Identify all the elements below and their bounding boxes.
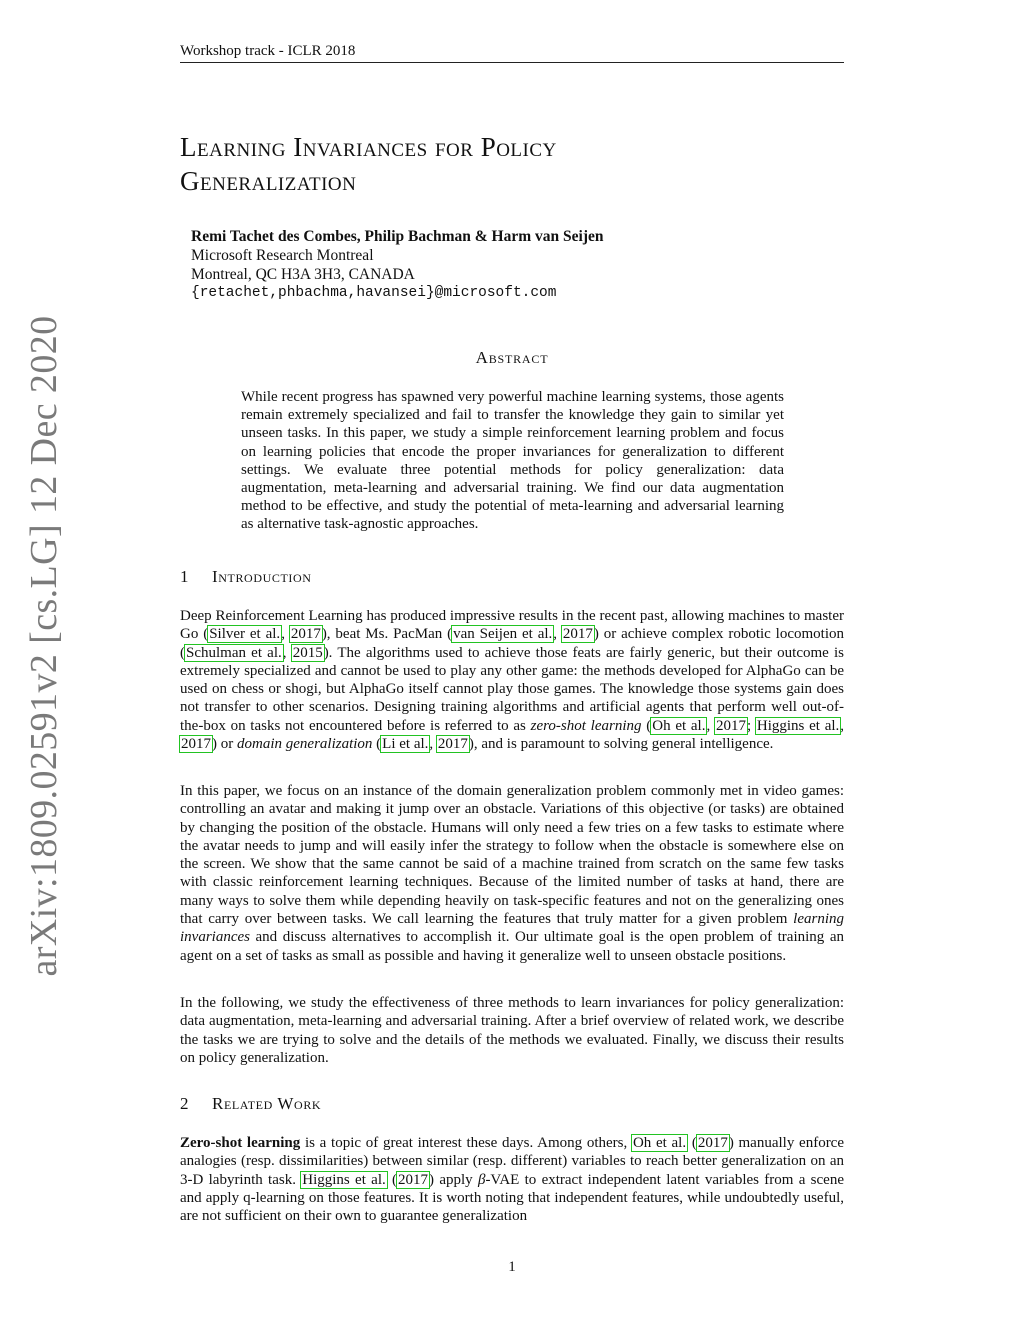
text-run: , (429, 736, 437, 753)
citation-link[interactable]: Oh et al. (652, 717, 706, 734)
paragraph-lead: Zero-shot learning (180, 1135, 301, 1151)
text-run: ; (746, 717, 756, 734)
text-run: ) apply (429, 1171, 478, 1188)
text-run: , (281, 626, 290, 643)
citation-link[interactable]: 2017 (562, 626, 593, 643)
citation-link[interactable]: 2017 (398, 1171, 429, 1188)
arxiv-stamp-container (17, 315, 71, 977)
text-run: ) or achieve complex robotic locomotion ( (180, 626, 845, 661)
text-run: ) or (212, 736, 237, 753)
section-heading-related-work (180, 1094, 321, 1114)
citation-link[interactable]: 2017 (697, 1135, 728, 1151)
text-run: , (282, 644, 292, 661)
author-block (191, 227, 603, 303)
citation-link[interactable]: 2017 (437, 736, 468, 753)
citation-link[interactable]: 2017 (715, 717, 746, 734)
text-run: ), and is paramount to solving general intelligence. (468, 736, 774, 753)
text-run: ( (372, 736, 382, 753)
text-run: ) manually enforce analogies (resp. dissimilarities) between similar (resp. different) variables to reach better generalization on an 3-D labyrinth task. (180, 1135, 844, 1188)
text-run: , (706, 717, 715, 734)
emphasis-term: zero-shot learning (530, 717, 642, 734)
related-paragraph-1 (180, 1134, 844, 1225)
text-run: and discuss alternatives to accomplish it. Our ultimate goal is the open problem of training an agent on a set of tasks as small as possible and having it generalize well to unseen obstacle positions. (180, 929, 844, 964)
text-run: , (553, 626, 562, 643)
page-number: 1 (508, 1259, 516, 1275)
text-run: ), beat Ms. PacMan ( (321, 626, 453, 643)
arxiv-stamp: arXiv:1809.02591v2 [cs.LG] 12 Dec 2020 (23, 315, 65, 977)
citation-link[interactable]: 2015 (292, 644, 323, 661)
intro-paragraph-1 (180, 607, 844, 753)
author-affiliation: Microsoft Research Montreal (191, 247, 374, 264)
text-run: is a topic of great interest these days. Among others, (300, 1135, 632, 1151)
citation-link[interactable]: Silver et al. (209, 626, 281, 643)
text-run: , (840, 717, 845, 734)
text-run: ( (386, 1171, 398, 1188)
title-line-1: Learning Invariances for Policy (180, 132, 557, 162)
section-heading-introduction (180, 567, 312, 587)
emphasis-term: learning invariances (180, 911, 844, 946)
text-run: ( (641, 717, 652, 734)
citation-link[interactable]: Oh et al. (632, 1135, 687, 1151)
text-run: ( (687, 1135, 697, 1151)
text-run: Deep Reinforcement Learning has produced impressive results in the recent past, allowing machines to master Go ( (180, 608, 844, 643)
title-line-2: Generalization (180, 166, 357, 196)
intro-paragraph-2 (180, 782, 844, 965)
section-number: 1 (180, 567, 190, 586)
author-email[interactable]: {retachet,phbachma,havansei}@microsoft.com (191, 285, 557, 301)
text-run: ). The algorithms used to achieve those feats are fairly generic, but their outcome is extremely specialized and cannot be used to play any other game: the methods developed for AlphaGo can be used on chess or shogi, but AlphaGo itself cannot play those games. The knowledge those systems gain does not transfer to other scenarios. Designing training algorithms and artificial agents that perform well out-of-the-box on tasks not encountered before is referred to as (180, 644, 845, 734)
paper-title (180, 130, 840, 198)
abstract-heading: Abstract (475, 348, 549, 367)
text-run: -VAE to extract independent latent variables from a scene and apply q-learning on those features. It is worth noting that independent features, while undoubtedly useful, are not sufficient on their own to guarantee generalization (180, 1171, 844, 1225)
citation-link[interactable]: Li et al. (382, 736, 429, 753)
text-run: In this paper, we focus on an instance of the domain generalization problem commonly met in video games: controlling an avatar and making it jump over an obstacle. Variations of this objective (or tasks) are obtained by changing the position of the obstacle. Humans will only need a few tries on a few tasks to estimate where the avatar needs to jump and will easily infer the strategy to follow when the obstacle is somewhere else on the screen. We show that the same cannot be said of a machine trained from scratch on the same few tasks with classic reinforcement learning techniques. Because of the limited number of tasks at hand, there are many ways to solve them while depending heavily on task-specific features and not on the generalizing ones that carry over between tasks. We call learning the features that truly matter for a given problem (180, 783, 844, 928)
author-address: Montreal, QC H3A 3H3, CANADA (191, 266, 415, 283)
citation-link[interactable]: 2017 (290, 626, 321, 643)
citation-link[interactable]: van Seijen et al. (453, 626, 553, 643)
citation-link[interactable]: Higgins et al. (302, 1171, 386, 1188)
running-header: Workshop track - ICLR 2018 (180, 43, 356, 59)
section-number: 2 (180, 1094, 190, 1113)
citation-link[interactable]: Higgins et al. (756, 717, 840, 734)
section-title: Introduction (212, 567, 312, 586)
citation-link[interactable]: Schulman et al. (186, 644, 282, 661)
author-names: Remi Tachet des Combes, Philip Bachman & Harm van Seijen (191, 228, 604, 245)
section-title: Related Work (212, 1094, 322, 1113)
intro-paragraph-3: In the following, we study the effectiveness of three methods to learn invariances for policy generalization: data augmentation, meta-learning and adversarial training. After a brief overview of related work, we describe the tasks we are trying to solve and the details of the methods we evaluated. Finally, we discuss their results on policy generalization. (180, 995, 844, 1066)
emphasis-term: domain generalization (237, 736, 373, 753)
header-rule (180, 62, 844, 63)
abstract-body: While recent progress has spawned very powerful machine learning systems, those agents remain extremely specialized and fail to transfer the knowledge they gain to similar yet unseen tasks. In this paper, we study a simple reinforcement learning problem and focus on learning policies that encode the proper invariances for generalization to different settings. We evaluate three potential methods for policy generalization: data augmentation, meta-learning and adversarial training. We find our data augmentation method to be effective, and study the potential of meta-learning and adversarial learning as alternative task-agnostic approaches. (241, 389, 784, 533)
beta-symbol: β (477, 1171, 486, 1188)
citation-link[interactable]: 2017 (181, 736, 211, 753)
